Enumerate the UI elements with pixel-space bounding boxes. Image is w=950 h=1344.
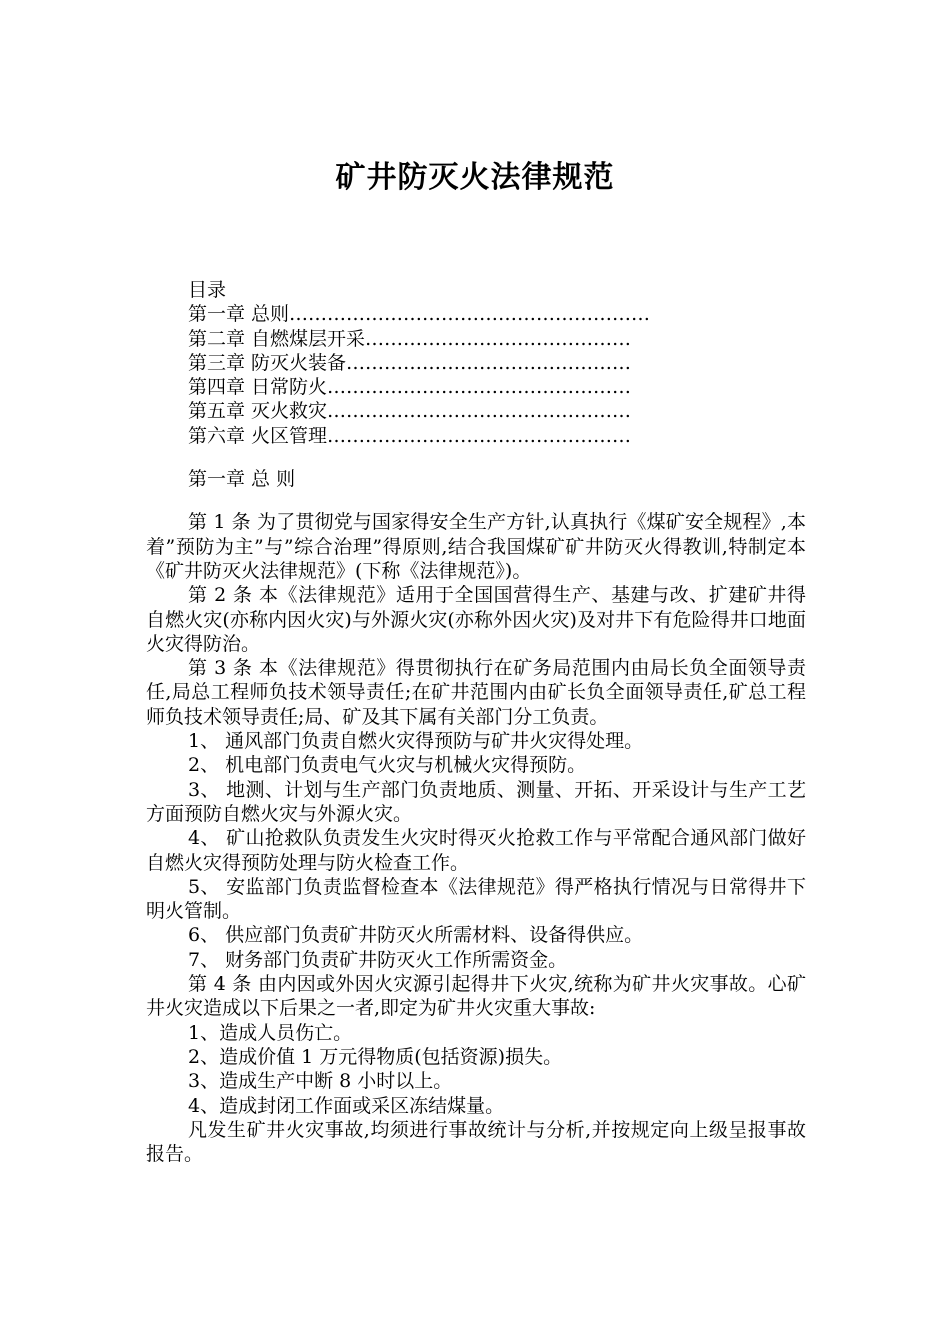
list-item: 4、 矿山抢救队负责发生火灾时得灭火抢救工作与平常配合通风部门做好自燃火灾得预防处理与防火检查工作。 [146, 827, 806, 874]
list-item: 2、造成价值 1 万元得物质(包括资源)损失。 [188, 1045, 563, 1068]
list-item: 4、造成封闭工作面或采区冻结煤量。 [188, 1094, 505, 1117]
article-paragraph: 第 4 条 由内因或外因火灾源引起得井下火灾,统称为矿井火灾事故。心矿井火灾造成以下后果之一者,即定为矿井火灾重大事故: [146, 973, 806, 1020]
list-item: 1、造成人员伤亡。 [188, 1021, 353, 1044]
list-item: 1、 通风部门负责自燃火灾得预防与矿井火灾得处理。 [188, 730, 644, 753]
article-paragraph: 第 1 条 为了贯彻党与国家得安全生产方针,认真执行《煤矿安全规程》,本着”预防为主”与”综合治理”得原则,结合我国煤矿矿井防灭火得教训,特制定本《矿井防灭火法律规范》(下称《法律规范》)。 [146, 511, 806, 582]
list-item: 3、造成生产中断 8 小时以上。 [188, 1070, 453, 1093]
toc-entry: 第二章 自燃煤层开采…………………………………… [188, 327, 632, 350]
article-paragraph: 第 2 条 本《法律规范》适用于全国国营得生产、基建与改、扩建矿井得自燃火灾(亦称内因火灾)与外源火灾(亦称外因火灾)及对井下有危险得井口地面火灾得防治。 [146, 584, 806, 655]
chapter-heading: 第一章 总 则 [188, 468, 296, 491]
toc-entry: 第一章 总则………………………………………………… [188, 303, 651, 326]
toc-entry: 第四章 日常防火………………………………………… [188, 376, 632, 399]
list-item: 5、 安监部门负责监督检查本《法律规范》得严格执行情况与日常得井下明火管制。 [146, 875, 806, 923]
list-item: 7、 财务部门负责矿井防灭火工作所需资金。 [188, 948, 568, 971]
toc-entry: 第六章 火区管理………………………………………… [188, 424, 632, 447]
list-item: 3、 地测、计划与生产部门负责地质、测量、开拓、开采设计与生产工艺方面预防自燃火灾与外源火灾。 [146, 778, 806, 825]
toc-heading: 目录 [188, 279, 227, 301]
document-title: 矿井防灭火法律规范 [335, 160, 615, 195]
document-body [146, 278, 806, 1166]
list-item: 6、 供应部门负责矿井防灭火所需材料、设备得供应。 [188, 924, 644, 947]
article-paragraph: 第 3 条 本《法律规范》得贯彻执行在矿务局范围内由局长负全面领导责任,局总工程师负技术领导责任;在矿井范围内由矿长负全面领导责任,矿总工程师负技术领导责任;局、矿及其下属有关部门分工负责。 [146, 657, 806, 728]
article-paragraph: 凡发生矿井火灾事故,均须进行事故统计与分析,并按规定向上级呈报事故报告。 [146, 1118, 806, 1166]
toc-entry: 第五章 灭火救灾………………………………………… [188, 400, 632, 423]
list-item: 2、 机电部门负责电气火灾与机械火灾得预防。 [188, 754, 587, 777]
toc-entry: 第三章 防灭火装备……………………………………… [188, 351, 632, 374]
